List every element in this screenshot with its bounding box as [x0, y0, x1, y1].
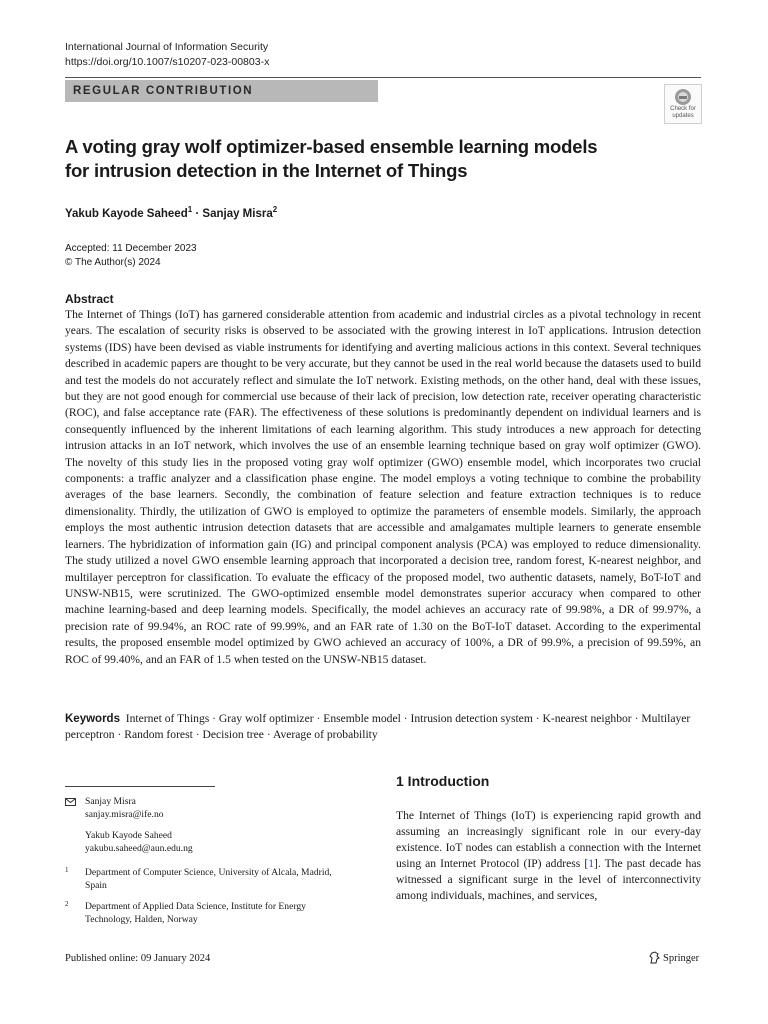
check-badge-line1: Check for: [670, 106, 696, 112]
keywords-list: Internet of Things · Gray wolf optimizer · Ensemble model · Intrusion detection system · K-nearest neighbor · Multilayer perceptron · Random forest · Decision tree · Average of probability: [65, 712, 691, 742]
header-rule: [65, 77, 701, 78]
reference-bracket: [: [584, 857, 589, 870]
author-name[interactable]: Sanjay Misra: [202, 207, 273, 220]
footnote-rule: [65, 786, 215, 787]
introduction-text: [396, 808, 701, 904]
accepted-date: Accepted: 11 December 2023: [65, 243, 197, 254]
springer-horse-icon: [648, 951, 661, 964]
reference-link[interactable]: 1: [588, 857, 594, 870]
doi-link[interactable]: https://doi.org/10.1007/s10207-023-00803-x: [65, 56, 270, 68]
title-line-1: A voting gray wolf optimizer-based ensemble learning models: [65, 136, 598, 157]
corresponding-authors: [65, 796, 193, 855]
affiliation: [65, 867, 345, 892]
journal-header: [65, 40, 269, 70]
abstract-text: The Internet of Things (IoT) has garnered considerable attention from academic and industrial circles as a pivotal technology in recent years. The escalation of security risks is observed to be associated with the growing interest in IoT applications. Intrusion detection systems (IDS) have been devised as viable instruments for identifying and averting malicious actions in this context. Several techniques described in academic papers are thought to be very accurate, but they cannot be used in the real world because the datasets used to build and test the models do not accurately reflect and simulate the IoT network. Existing methods, on the other hand, deal with these issues, but they are not good enough for commercial use because of their lack of precision, low detection rate, receiver operating characteristic (ROC), and false acceptance rate (FAR). The effectiveness of these solutions is predominantly dependent on individual learners and is consequently influenced by the inherent limitations of each learning algorithm. This study introduces a new approach for detecting intrusion attacks in an IoT network, which involves the use of an ensemble learning technique based on gray wolf optimizer (GWO). The novelty of this study lies in the proposed voting gray wolf optimizer (GWO) ensemble model, which incorporates two crucial components: a traffic analyzer and a classification phase engine. The model employs a voting technique to combine the probability averages of the base learners. Secondly, the combination of feature selection and feature extraction techniques is to reduce dimensionality. Thirdly, the utilization of GWO is employed to optimize the parameters of ensemble models. Similarly, the approach employs the most authentic intrusion detection datasets that are accessible and amalgamates multiple learners to generate ensemble learners. The hybridization of information gain (IG) and principal component analysis (PCA) was employed to reduce dimensionality. The study utilized a novel GWO ensemble learning approach that incorporated a decision tree, random forest, K-nearest neighbor, and multilayer perceptron for classification. To evaluate the efficacy of the proposed model, two authentic datasets, namely, BoT-IoT and UNSW-NB15, were scrutinized. The GWO-optimized ensemble model demonstrates superior accuracy when compared to other machine learning-based and deep learning models. Specifically, the model achieves an accuracy rate of 99.98%, a DR of 99.97%, a precision rate of 99.94%, an ROC rate of 99.99%, and an FAR rate of 1.30 on the BoT-IoT dataset. According to the experimental results, the proposed ensemble model optimized by GWO achieved an accuracy of 100%, a DR of 99.9%, a precision of 99.59%, an ROC of 99.40%, and an FAR of 1.5 when tested on the UNSW-NB15 dataset.: [65, 308, 701, 666]
check-badge-line2: updates: [672, 112, 694, 119]
keywords: [65, 711, 701, 744]
publication-dates: [65, 242, 197, 270]
journal-name: International Journal of Information Security: [65, 41, 269, 53]
affiliation-text: Department of Computer Science, University of Alcala, Madrid, Spain: [85, 867, 332, 891]
author-list: [65, 205, 277, 220]
affiliation-number: 2: [65, 900, 69, 908]
author-affiliation-marker: 1: [187, 205, 193, 214]
author-separator: ·: [192, 207, 203, 220]
published-online-date: Published online: 09 January 2024: [65, 953, 211, 964]
correspondent-name: Sanjay Misra: [85, 796, 136, 807]
abstract-heading: Abstract: [65, 292, 114, 306]
envelope-icon: [65, 798, 76, 806]
correspondent-email[interactable]: sanjay.misra@ife.no: [85, 808, 164, 820]
check-for-updates-badge[interactable]: [664, 84, 702, 124]
title-line-2: for intrusion detection in the Internet of Things: [65, 160, 468, 181]
correspondent-name: Yakub Kayode Saheed: [85, 830, 172, 841]
publisher-logo: [648, 951, 699, 964]
publisher-name: Springer: [663, 953, 700, 964]
keywords-label: Keywords: [65, 713, 120, 725]
section-label: REGULAR CONTRIBUTION: [65, 80, 378, 102]
author-affiliation-marker: 2: [272, 205, 278, 214]
check-for-updates-icon: [674, 88, 692, 106]
author-name[interactable]: Yakub Kayode Saheed: [65, 207, 188, 220]
section-heading-introduction: 1 Introduction: [396, 773, 490, 789]
correspondent-email[interactable]: yakubu.saheed@aun.edu.ng: [85, 842, 193, 854]
intro-text-part: The Internet of Things (IoT) is experiencing rapid growth and assuming an increasingly significant role in our every-day existence. IoT nodes can establish a connection with the Internet using an Internet Protocol (IP) address: [396, 809, 701, 870]
affiliation-number: 1: [65, 866, 69, 874]
intro-text-part: . The past decade has witnessed a significant surge in the level of interconnectivity among individuals, machines, and services,: [396, 857, 701, 902]
copyright-notice: © The Author(s) 2024: [65, 257, 161, 268]
affiliation: [65, 901, 345, 926]
reference-bracket: ]: [594, 857, 598, 870]
paper-title: [65, 135, 625, 183]
affiliation-text: Department of Applied Data Science, Institute for Energy Technology, Halden, Norway: [85, 901, 306, 925]
